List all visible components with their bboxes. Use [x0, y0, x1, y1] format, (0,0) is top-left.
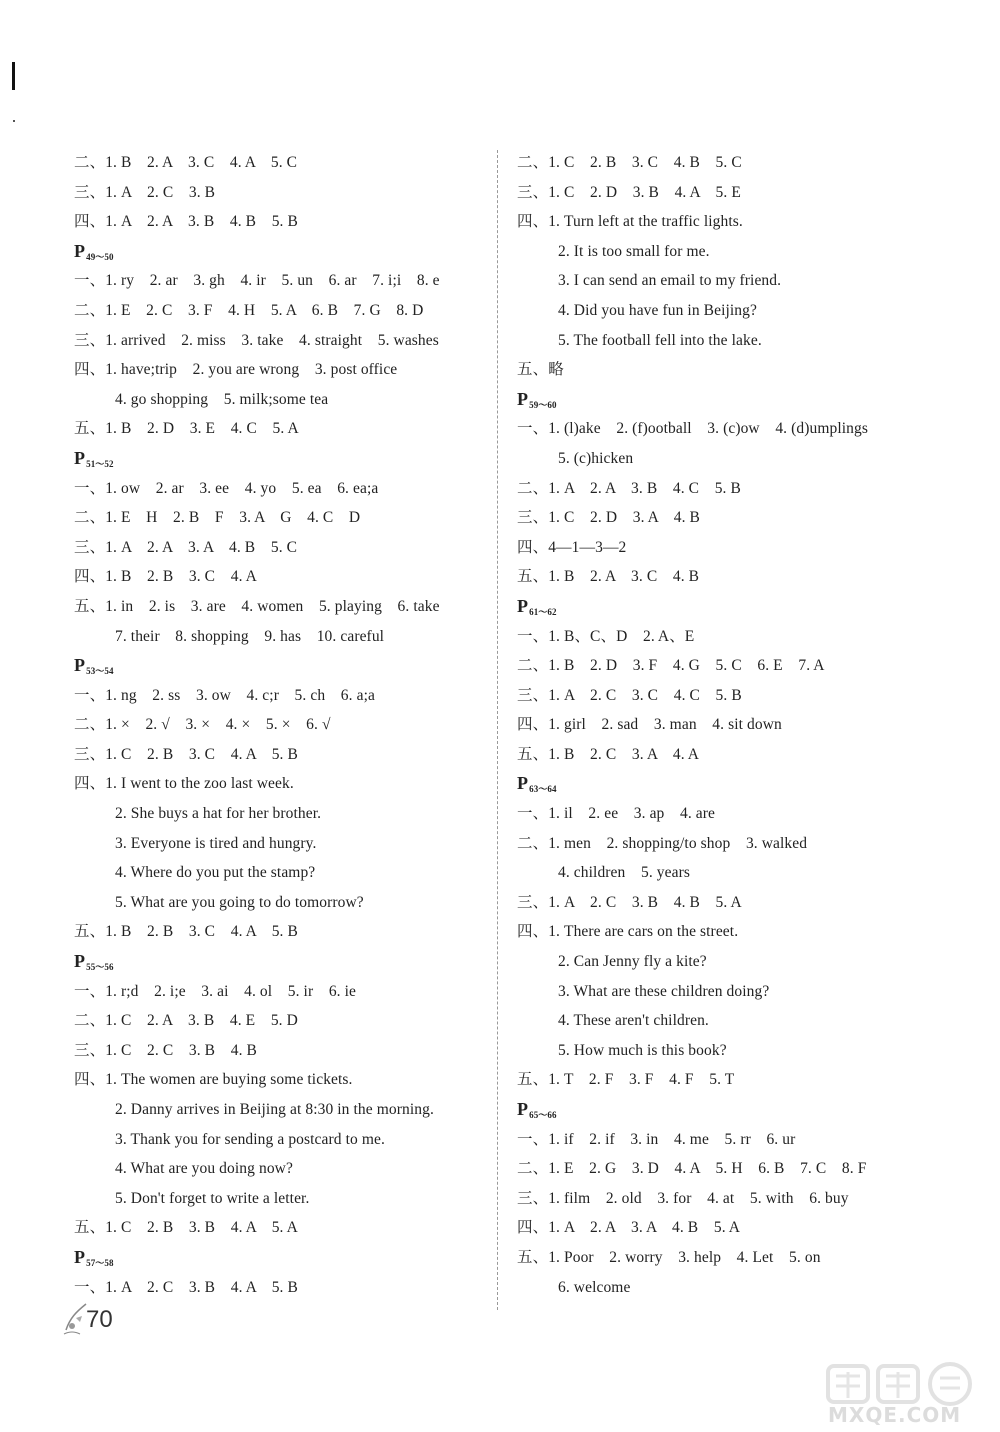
left-answer-line: 3. Everyone is tired and hungry. [115, 834, 317, 852]
page-heading-range: 65～66 [529, 1110, 557, 1120]
right-page-heading [517, 1095, 937, 1125]
right-answer-line: 三、1. A 2. C 3. C 4. C 5. B [517, 686, 742, 704]
right-answer-line: 五、1. B 2. A 3. C 4. B [517, 568, 700, 586]
page-heading-letter: P [74, 447, 86, 468]
right-answer-line: 二、1. A 2. A 3. B 4. C 5. B [517, 479, 741, 497]
scan-dot [13, 120, 15, 122]
left-answer-line: 五、1. B 2. B 3. C 4. A 5. B [74, 923, 298, 941]
right-answer-line: 4. These aren't children. [558, 1012, 709, 1030]
left-answer-line: 一、1. ow 2. ar 3. ee 4. yo 5. ea 6. ea;a [74, 479, 379, 497]
right-answer-line: 5. (c)hicken [558, 449, 634, 467]
left-answer-line: 二、1. E 2. C 3. F 4. H 5. A 6. B 7. G 8. D [74, 301, 424, 319]
left-answer-line: 三、1. C 2. B 3. C 4. A 5. B [74, 745, 298, 763]
page-heading-letter: P [517, 1099, 529, 1119]
right-answer-line: 一、1. if 2. if 3. in 4. me 5. rr 6. ur [517, 1130, 796, 1148]
page-heading-range: 57～58 [86, 1257, 114, 1268]
page-heading-letter: P [74, 240, 86, 261]
right-answer-line: 4. children 5. years [558, 864, 690, 882]
right-page-heading [517, 592, 937, 622]
left-page-heading [74, 444, 489, 474]
page-heading-range: 49～50 [86, 251, 114, 262]
left-answer-line: 7. their 8. shopping 9. has 10. careful [115, 627, 385, 645]
answer-column-left [74, 148, 489, 1302]
left-answer-line: 四、1. I went to the zoo last week. [74, 775, 294, 793]
left-answer-line: 4. go shopping 5. milk;some tea [115, 390, 329, 408]
left-answer-line: 一、1. r;d 2. i;e 3. ai 4. ol 5. ir 6. ie [74, 982, 357, 1000]
left-page-heading [74, 947, 489, 977]
left-answer-line: 一、1. ry 2. ar 3. gh 4. ir 5. un 6. ar 7. i;i 8. e [74, 272, 440, 290]
column-divider [497, 150, 498, 1310]
left-answer-line: 五、1. C 2. B 3. B 4. A 5. A [74, 1219, 298, 1237]
page-heading-letter: P [517, 595, 529, 616]
right-answer-line: 四、4—1—3—2 [517, 538, 627, 556]
left-answer-line: 四、1. The women are buying some tickets. [74, 1071, 353, 1089]
left-page-heading [74, 1243, 489, 1273]
left-answer-line: 5. What are you going to do tomorrow? [115, 893, 364, 911]
right-page-heading [517, 769, 937, 799]
left-page-heading [74, 651, 489, 681]
right-answer-line: 6. welcome [558, 1278, 631, 1296]
right-answer-line: 一、1. B、C、D 2. A、E [517, 627, 695, 645]
left-answer-line: 四、1. A 2. A 3. B 4. B 5. B [74, 213, 298, 231]
left-answer-line: 四、1. have;trip 2. you are wrong 3. post office [74, 361, 398, 379]
right-answer-line: 三、1. A 2. C 3. B 4. B 5. A [517, 893, 742, 911]
page-number: 70 [86, 1306, 113, 1333]
left-answer-line: 二、1. × 2. √ 3. × 4. × 5. × 6. √ [74, 716, 331, 734]
right-answer-line: 一、1. (l)ake 2. (f)ootball 3. (c)ow 4. (d)umplings [517, 420, 868, 438]
right-answer-line: 三、1. film 2. old 3. for 4. at 5. with 6. buy [517, 1189, 849, 1207]
right-answer-line: 三、1. C 2. D 3. B 4. A 5. E [517, 183, 741, 201]
watermark-text: MXQE.COM [828, 1403, 962, 1427]
right-answer-line: 二、1. E 2. G 3. D 4. A 5. H 6. B 7. C 8. F [517, 1160, 867, 1178]
left-answer-line: 4. What are you doing now? [115, 1160, 293, 1178]
answer-column-right [517, 148, 937, 1302]
right-answer-line: 五、1. B 2. C 3. A 4. A [517, 745, 700, 763]
page-heading-letter: P [74, 655, 86, 676]
right-answer-line: 一、1. il 2. ee 3. ap 4. are [517, 805, 716, 823]
left-answer-line: 三、1. A 2. C 3. B [74, 183, 216, 201]
right-answer-line: 二、1. C 2. B 3. C 4. B 5. C [517, 154, 742, 171]
right-answer-line: 3. What are these children doing? [558, 982, 770, 1000]
right-answer-line: 二、1. men 2. shopping/to shop 3. walked [517, 834, 808, 852]
right-answer-line: 四、1. A 2. A 3. A 4. B 5. A [517, 1219, 741, 1237]
page-heading-range: 55～56 [86, 962, 114, 973]
right-answer-line: 5. How much is this book? [558, 1041, 727, 1059]
left-answer-line: 3. Thank you for sending a postcard to me. [115, 1130, 385, 1148]
left-answer-line: 三、1. arrived 2. miss 3. take 4. straight 5. washes [74, 331, 439, 349]
page-heading-letter: P [517, 388, 529, 409]
left-answer-line: 4. Where do you put the stamp? [115, 864, 316, 882]
page-heading-letter: P [74, 951, 86, 972]
left-answer-line: 2. She buys a hat for her brother. [115, 805, 322, 823]
right-answer-line: 五、1. Poor 2. worry 3. help 4. Let 5. on [517, 1248, 821, 1266]
left-answer-line: 5. Don't forget to write a letter. [115, 1189, 310, 1207]
right-answer-line: 三、1. C 2. D 3. A 4. B [517, 509, 700, 527]
left-answer-line: 2. Danny arrives in Beijing at 8:30 in the morning. [115, 1101, 434, 1118]
left-answer-line: 四、1. B 2. B 3. C 4. A [74, 568, 257, 586]
left-answer-line: 五、1. B 2. D 3. E 4. C 5. A [74, 420, 299, 438]
page-heading-letter: P [74, 1246, 86, 1267]
page-heading-letter: P [517, 773, 529, 794]
left-answer-line: 一、1. ng 2. ss 3. ow 4. c;r 5. ch 6. a;a [74, 686, 375, 704]
left-answer-line: 一、1. A 2. C 3. B 4. A 5. B [74, 1278, 298, 1296]
left-answer-line: 三、1. A 2. A 3. A 4. B 5. C [74, 538, 298, 556]
right-answer-line: 4. Did you have fun in Beijing? [558, 301, 757, 319]
right-answer-line: 2. It is too small for me. [558, 242, 710, 260]
left-answer-line: 二、1. E H 2. B F 3. A G 4. C D [74, 509, 361, 527]
right-answer-line: 3. I can send an email to my friend. [558, 272, 782, 290]
page-heading-range: 59～60 [529, 399, 557, 410]
right-answer-line: 四、1. There are cars on the street. [517, 923, 739, 941]
binding-mark [12, 62, 15, 90]
left-answer-line: 五、1. in 2. is 3. are 4. women 5. playing 6. take [74, 597, 440, 615]
right-answer-line: 2. Can Jenny fly a kite? [558, 953, 707, 971]
page-heading-range: 53～54 [86, 666, 114, 677]
right-answer-line: 四、1. Turn left at the traffic lights. [517, 213, 743, 231]
right-answer-line: 二、1. B 2. D 3. F 4. G 5. C 6. E 7. A [517, 657, 825, 675]
right-answer-line: 5. The football fell into the lake. [558, 331, 762, 349]
right-answer-line: 四、1. girl 2. sad 3. man 4. sit down [517, 716, 782, 734]
page-heading-range: 61～62 [529, 606, 557, 617]
left-page-heading [74, 237, 489, 267]
right-answer-line: 五、1. T 2. F 3. F 4. F 5. T [517, 1071, 735, 1089]
page-heading-range: 63～64 [529, 784, 557, 795]
left-answer-line: 二、1. C 2. A 3. B 4. E 5. D [74, 1012, 298, 1030]
page-heading-range: 51～52 [86, 458, 114, 469]
right-page-heading [517, 385, 937, 415]
left-answer-line: 二、1. B 2. A 3. C 4. A 5. C [74, 154, 298, 171]
left-answer-line: 三、1. C 2. C 3. B 4. B [74, 1041, 257, 1059]
right-answer-line: 五、略 [517, 361, 564, 379]
